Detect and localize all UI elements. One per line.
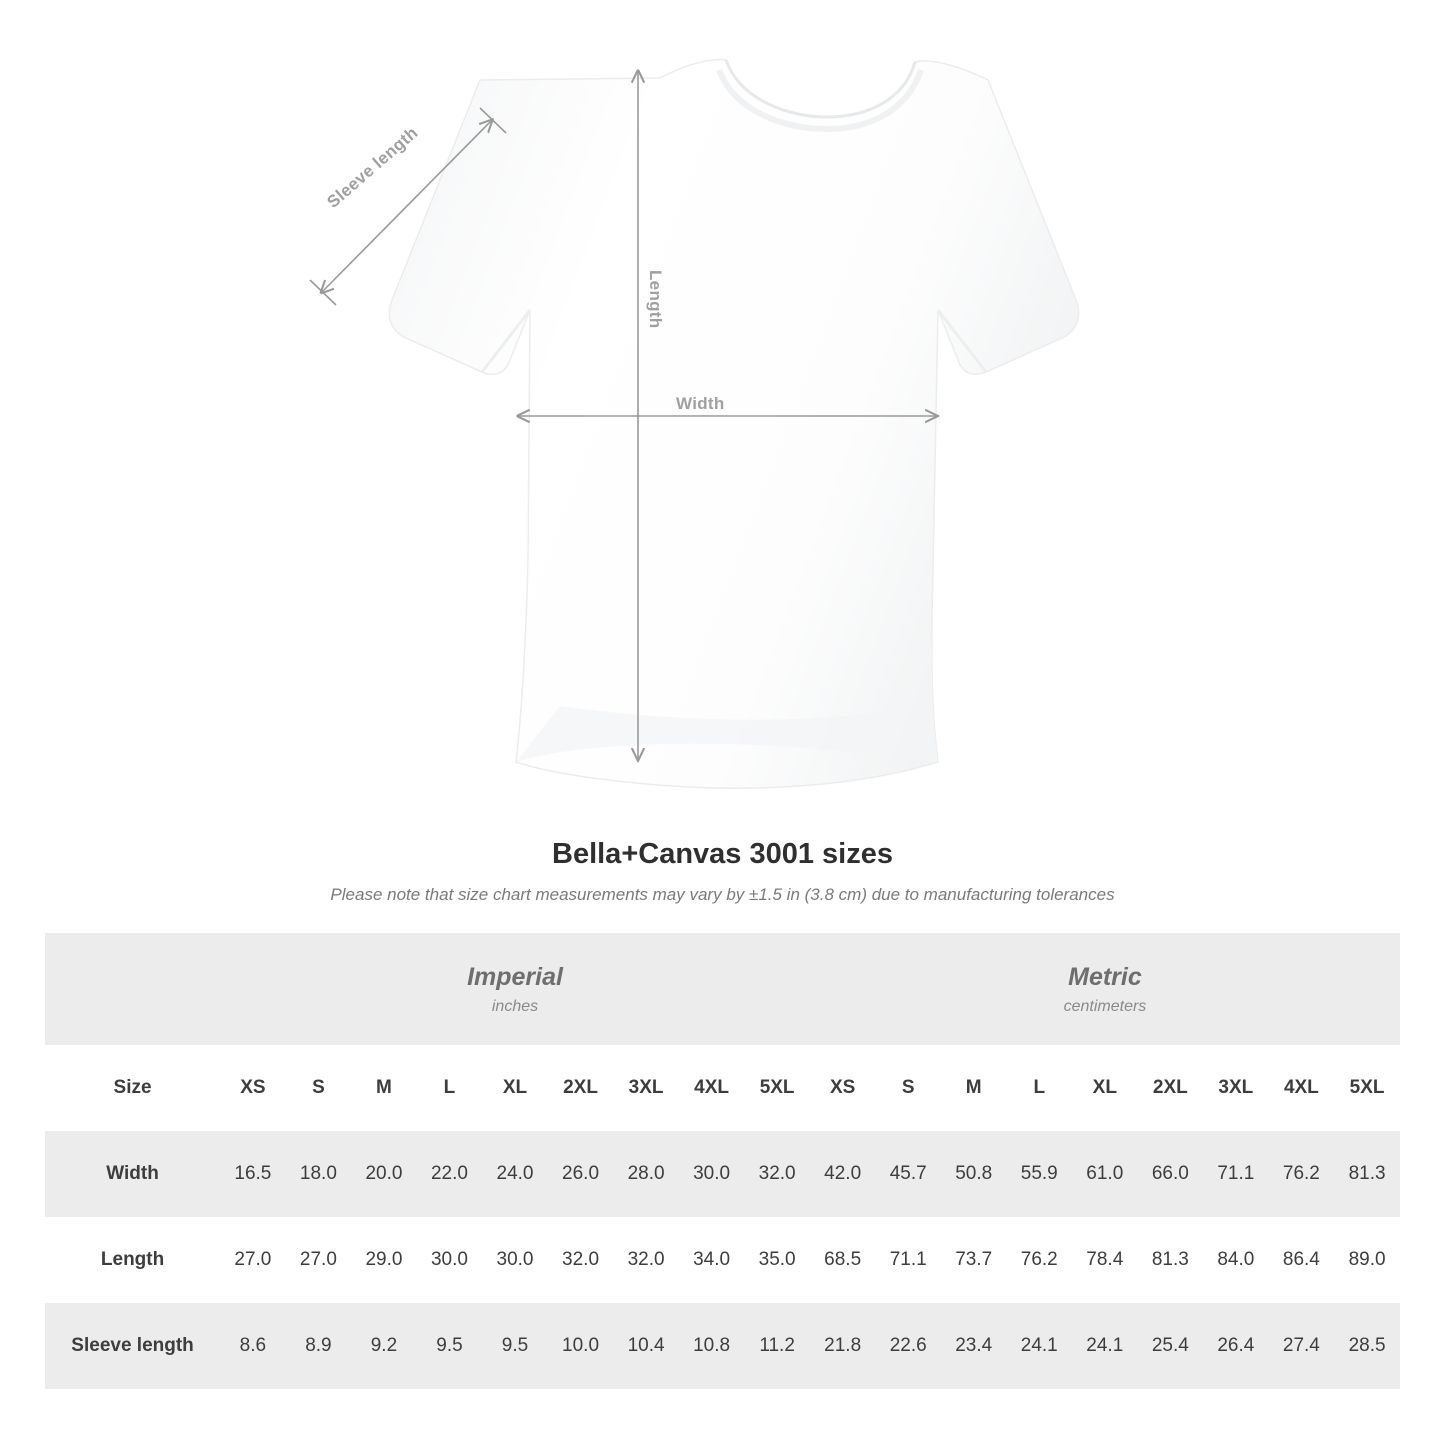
cell-width-s-cm: 45.7: [875, 1131, 941, 1217]
cell-sleeve-xs: 8.6: [220, 1303, 286, 1389]
cell-width-2xl-cm: 66.0: [1138, 1131, 1204, 1217]
size-header-cell: S: [286, 1045, 352, 1131]
cell-length-xs-cm: 68.5: [810, 1217, 876, 1303]
cell-sleeve-s-cm: 22.6: [875, 1303, 941, 1389]
cell-width-3xl: 28.0: [613, 1131, 679, 1217]
cell-width-4xl: 30.0: [679, 1131, 745, 1217]
unit-header-row: [45, 933, 1400, 1045]
cell-sleeve-3xl-cm: 26.4: [1203, 1303, 1269, 1389]
row-label-width: Width: [45, 1131, 220, 1217]
page-title: Bella+Canvas 3001 sizes: [552, 838, 893, 870]
cell-length-xl-cm: 78.4: [1072, 1217, 1138, 1303]
cell-length-3xl-cm: 84.0: [1203, 1217, 1269, 1303]
tshirt-shape: [389, 60, 1078, 789]
size-header-cell: 4XL: [679, 1045, 745, 1131]
table-row: [45, 1131, 1400, 1217]
cell-sleeve-4xl: 10.8: [679, 1303, 745, 1389]
size-header-cell: S: [875, 1045, 941, 1131]
cell-width-xs-cm: 42.0: [810, 1131, 876, 1217]
cell-length-2xl: 32.0: [548, 1217, 614, 1303]
cell-length-3xl: 32.0: [613, 1217, 679, 1303]
size-header-row: [45, 1045, 1400, 1131]
size-header-cell: 5XL: [1334, 1045, 1400, 1131]
cell-length-4xl-cm: 86.4: [1269, 1217, 1335, 1303]
cell-sleeve-5xl-cm: 28.5: [1334, 1303, 1400, 1389]
size-header-cell: XS: [220, 1045, 286, 1131]
cell-length-l-cm: 76.2: [1006, 1217, 1072, 1303]
cell-length-s: 27.0: [286, 1217, 352, 1303]
unit-group-imperial-sub: inches: [491, 997, 539, 1015]
cell-sleeve-m-cm: 23.4: [941, 1303, 1007, 1389]
cell-length-xl: 30.0: [482, 1217, 548, 1303]
size-table-wrapper: [45, 933, 1400, 1389]
size-header-cell: XL: [1072, 1045, 1138, 1131]
size-header-cell: 3XL: [613, 1045, 679, 1131]
size-header-cell: 2XL: [548, 1045, 614, 1131]
unit-group-imperial-name: Imperial: [467, 963, 563, 992]
size-header-cell: 5XL: [744, 1045, 810, 1131]
size-header-cell: 2XL: [1138, 1045, 1204, 1131]
size-header-cell: M: [351, 1045, 417, 1131]
width-label: Width: [676, 394, 725, 413]
length-label: Length: [646, 270, 665, 329]
cell-sleeve-xl: 9.5: [482, 1303, 548, 1389]
size-header-cell: L: [1006, 1045, 1072, 1131]
cell-sleeve-3xl: 10.4: [613, 1303, 679, 1389]
cell-sleeve-2xl: 10.0: [548, 1303, 614, 1389]
cell-width-4xl-cm: 76.2: [1269, 1131, 1335, 1217]
cell-width-s: 18.0: [286, 1131, 352, 1217]
cell-width-l: 22.0: [417, 1131, 483, 1217]
cell-length-5xl: 35.0: [744, 1217, 810, 1303]
cell-sleeve-m: 9.2: [351, 1303, 417, 1389]
cell-sleeve-s: 8.9: [286, 1303, 352, 1389]
cell-sleeve-4xl-cm: 27.4: [1269, 1303, 1335, 1389]
cell-length-l: 30.0: [417, 1217, 483, 1303]
size-header-cell: L: [417, 1045, 483, 1131]
cell-width-l-cm: 55.9: [1006, 1131, 1072, 1217]
cell-length-xs: 27.0: [220, 1217, 286, 1303]
cell-sleeve-xs-cm: 21.8: [810, 1303, 876, 1389]
cell-width-xl-cm: 61.0: [1072, 1131, 1138, 1217]
sleeve-length-label: Sleeve length: [323, 122, 422, 212]
unit-spacer-cell: [45, 933, 220, 1045]
cell-length-m-cm: 73.7: [941, 1217, 1007, 1303]
cell-width-xl: 24.0: [482, 1131, 548, 1217]
tolerance-note: Please note that size chart measurements may vary by ±1.5 in (3.8 cm) due to manufacturing tolerances: [330, 885, 1115, 904]
cell-sleeve-2xl-cm: 25.4: [1138, 1303, 1204, 1389]
size-header-cell: M: [941, 1045, 1007, 1131]
cell-sleeve-5xl: 11.2: [744, 1303, 810, 1389]
cell-length-s-cm: 71.1: [875, 1217, 941, 1303]
table-row: [45, 1217, 1400, 1303]
cell-length-4xl: 34.0: [679, 1217, 745, 1303]
size-header-cell: XL: [482, 1045, 548, 1131]
cell-width-xs: 16.5: [220, 1131, 286, 1217]
cell-sleeve-l-cm: 24.1: [1006, 1303, 1072, 1389]
size-header-cell: XS: [810, 1045, 876, 1131]
cell-width-5xl-cm: 81.3: [1334, 1131, 1400, 1217]
cell-width-m-cm: 50.8: [941, 1131, 1007, 1217]
size-header-cell: 4XL: [1269, 1045, 1335, 1131]
size-header-cell: 3XL: [1203, 1045, 1269, 1131]
unit-group-metric-sub: centimeters: [1063, 997, 1147, 1015]
cell-length-m: 29.0: [351, 1217, 417, 1303]
cell-length-5xl-cm: 89.0: [1334, 1217, 1400, 1303]
cell-width-5xl: 32.0: [744, 1131, 810, 1217]
unit-group-metric-name: Metric: [1068, 963, 1142, 992]
size-table: [45, 933, 1400, 1389]
row-label-length: Length: [45, 1217, 220, 1303]
cell-sleeve-l: 9.5: [417, 1303, 483, 1389]
unit-group-imperial: [220, 933, 810, 1045]
table-row: [45, 1303, 1400, 1389]
title-block: [0, 838, 1445, 905]
cell-width-m: 20.0: [351, 1131, 417, 1217]
unit-group-metric: [810, 933, 1400, 1045]
cell-width-2xl: 26.0: [548, 1131, 614, 1217]
row-label-sleeve-length: Sleeve length: [45, 1303, 220, 1389]
cell-length-2xl-cm: 81.3: [1138, 1217, 1204, 1303]
size-header-label: Size: [45, 1045, 220, 1131]
cell-sleeve-xl-cm: 24.1: [1072, 1303, 1138, 1389]
cell-width-3xl-cm: 71.1: [1203, 1131, 1269, 1217]
